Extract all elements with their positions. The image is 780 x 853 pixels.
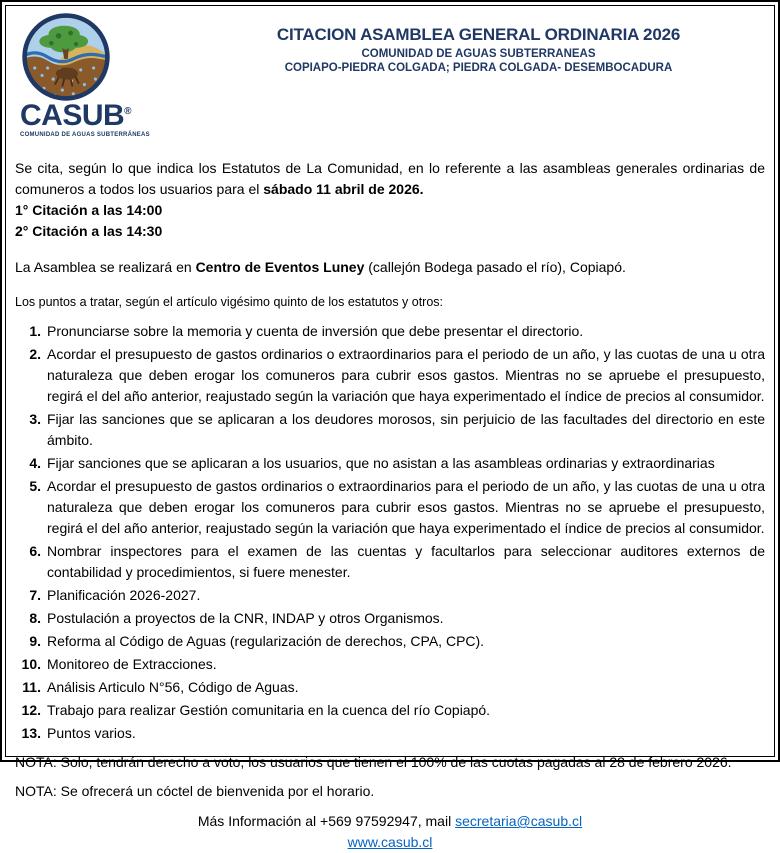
first-citation-time: 1° Citación a las 14:00	[15, 202, 163, 218]
agenda-item-text: Monitoreo de Extracciones.	[47, 656, 217, 672]
agenda-item-number: 6.	[29, 543, 41, 559]
intro-date: sábado 11 abril de 2026.	[263, 181, 424, 197]
document-header	[15, 11, 765, 138]
document-subtitle-1: COMUNIDAD DE AGUAS SUBTERRANEAS	[361, 48, 596, 60]
venue-paragraph	[15, 257, 765, 278]
agenda-item-number: 8.	[29, 610, 41, 626]
agenda-item-text: Acordar el presupuesto de gastos ordinarios o extraordinarios para el periodo de un año, y las cuotas de una u otra naturaleza que deben erogar los comuneros para cubrir esos gastos. Mientras no se apruebe el presupuesto, regirá el del año anterior, reajustado según la variación que haya experimentado el índice de precios al consumidor.	[47, 478, 765, 536]
agenda-item-text: Nombrar inspectores para el examen de las cuentas y facultarlos para seleccionar auditores externos de contabilidad y procedimientos, si fuere menester.	[47, 543, 765, 580]
agenda-item-text: Análisis Articulo N°56, Código de Aguas.	[47, 679, 299, 695]
agenda-item	[29, 344, 765, 407]
contact-text: Más Información al +569 97592947, mail	[197, 813, 456, 829]
agenda-item-text: Planificación 2026-2027.	[47, 587, 201, 603]
agenda-item-text: Reforma al Código de Aguas (regularización de derechos, CPA, CPC).	[47, 633, 485, 649]
agenda-item-text: Fijar las sanciones que se aplicaran a los deudores morosos, sin perjuicio de las facultades del directorio en este ámbito.	[47, 411, 765, 448]
document-body	[15, 158, 765, 853]
agenda-item-text: Postulación a proyectos de la CNR, INDAP y otros Organismos.	[47, 610, 444, 626]
document-title: CITACION ASAMBLEA GENERAL ORDINARIA 2026	[276, 25, 681, 44]
agenda-item-number: 12.	[21, 702, 41, 718]
agenda-list	[15, 321, 765, 744]
venue-pre: La Asamblea se realizará en	[15, 259, 196, 275]
venue-post: (callejón Bodega pasado el río), Copiapó.	[364, 259, 626, 275]
contact-line	[15, 811, 765, 832]
intro-paragraph	[15, 158, 765, 200]
registered-mark: ®	[124, 106, 132, 117]
intro-text: Se cita, según lo que indica los Estatutos de La Comunidad, en lo referente a las asambleas generales ordinarias de comuneros a todos los usuarios para el	[15, 160, 765, 197]
casub-logo	[15, 11, 192, 138]
agenda-item-text: Pronunciarse sobre la memoria y cuenta de inversión que debe presentar el directorio.	[47, 323, 584, 339]
agenda-item-number: 1.	[29, 323, 41, 339]
agenda-item-text: Acordar el presupuesto de gastos ordinarios o extraordinarios para el periodo de un año, y las cuotas de una u otra naturaleza que deben erogar los comuneros para cubrir esos gastos. Mientras no se apruebe el presupuesto, regirá el del año anterior, reajustado según la variación que haya experimentado el índice de precios al consumidor.	[47, 346, 765, 404]
agenda-item	[29, 631, 765, 652]
agenda-item-text: Fijar sanciones que se aplicaran a los usuarios, que no asistan a las asambleas ordinarias y extraordinarias	[47, 455, 715, 471]
title-block	[192, 11, 765, 74]
agenda-item	[29, 608, 765, 629]
agenda-item	[29, 541, 765, 583]
agenda-item	[29, 453, 765, 474]
agenda-item	[29, 476, 765, 539]
agenda-intro: Los puntos a tratar, según el artículo vigésimo quinto de los estatutos y otros:	[15, 295, 444, 309]
casub-wordmark-text: CASUB	[20, 99, 125, 132]
agenda-item-number: 9.	[29, 633, 41, 649]
agenda-item-number: 13.	[21, 725, 41, 741]
agenda-item-number: 4.	[29, 455, 41, 471]
agenda-item-number: 10.	[21, 656, 41, 672]
note-cocktail: NOTA: Se ofrecerá un cóctel de bienvenida por el horario.	[15, 783, 375, 799]
casub-logo-icon	[20, 11, 112, 103]
agenda-item	[29, 321, 765, 342]
venue-name: Centro de Eventos Luney	[195, 259, 365, 275]
agenda-item-number: 11.	[22, 679, 41, 695]
agenda-item	[22, 677, 765, 698]
casub-wordmark	[20, 101, 192, 131]
second-citation-time: 2° Citación a las 14:30	[15, 223, 163, 239]
agenda-item	[21, 700, 765, 721]
casub-tagline: COMUNIDAD DE AGUAS SUBTERRÁNEAS	[20, 132, 150, 138]
agenda-item-text: Puntos varios.	[47, 725, 136, 741]
website-link[interactable]: www.casub.cl	[347, 834, 433, 850]
agenda-item-number: 2.	[29, 346, 41, 362]
agenda-item-text: Trabajo para realizar Gestión comunitaria en la cuenca del río Copiapó.	[47, 702, 491, 718]
agenda-item-number: 7.	[29, 587, 41, 603]
agenda-item	[29, 409, 765, 451]
agenda-item	[29, 585, 765, 606]
agenda-item-number: 3.	[29, 411, 41, 427]
agenda-item-number: 5.	[29, 478, 41, 494]
document-page	[5, 5, 775, 850]
note-voting: NOTA: Solo, tendrán derecho a voto, los usuarios que tienen el 100% de las cuotas pagadas al 28 de febrero 2026.	[15, 754, 732, 770]
document-subtitle-2: COPIAPO-PIEDRA COLGADA; PIEDRA COLGADA- DESEMBOCADURA	[284, 62, 673, 74]
agenda-item	[21, 723, 765, 744]
email-link[interactable]: secretaria@casub.cl	[455, 813, 583, 829]
agenda-item	[21, 654, 765, 675]
website-line	[15, 832, 765, 853]
